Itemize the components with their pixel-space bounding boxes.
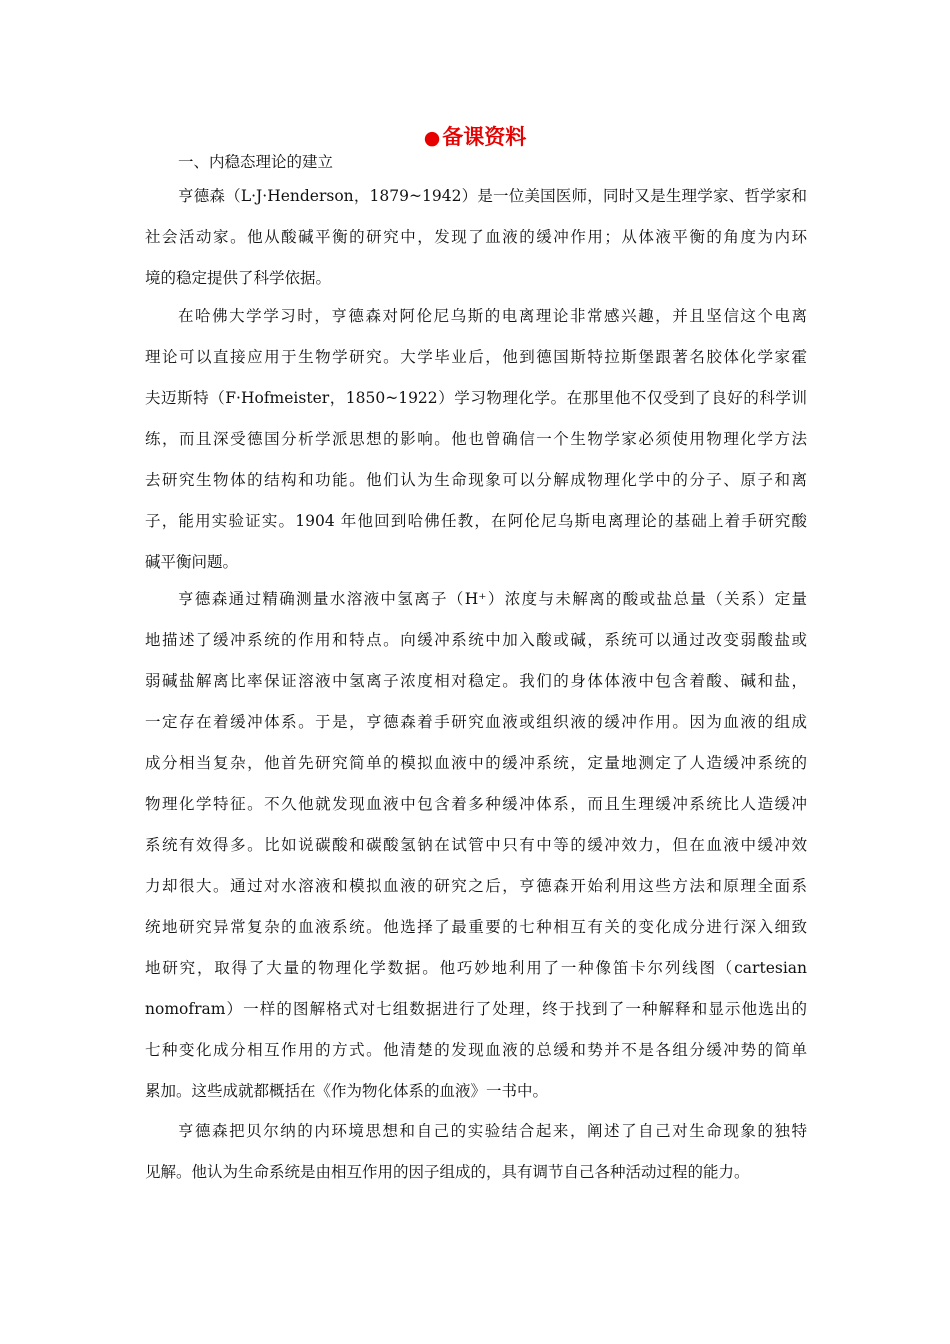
page-title <box>0 122 950 153</box>
paragraph-line: 力却很大。通过对水溶液和模拟血液的研究之后，亨德森开始利用这些方法和原理全面系 <box>145 877 807 895</box>
bullet-icon: ● <box>423 127 441 149</box>
paragraph-line: nomofram）一样的图解格式对七组数据进行了处理，终于找到了一种解释和显示他选出的 <box>145 1000 807 1018</box>
paragraph-line: 统地研究异常复杂的血液系统。他选择了最重要的七种相互有关的变化成分进行深入细致 <box>145 918 807 936</box>
section-heading: 一、内稳态理论的建立 <box>178 153 334 171</box>
paragraph-line: 亨德森通过精确测量水溶液中氢离子（H⁺）浓度与未解离的酸或盐总量（关系）定量 <box>178 590 807 608</box>
page-title-text: 备课资料 <box>442 124 527 149</box>
paragraph-line: 亨德森（L·J·Henderson，1879~1942）是一位美国医师，同时又是生理学家、哲学家和 <box>178 187 807 205</box>
paragraph-line: 社会活动家。他从酸碱平衡的研究中，发现了血液的缓冲作用；从体液平衡的角度为内环 <box>145 228 807 246</box>
paragraph-line: 夫迈斯特（F·Hofmeister，1850~1922）学习物理化学。在那里他不仅受到了良好的科学训 <box>145 389 807 407</box>
paragraph-3 <box>145 579 807 1112</box>
paragraph-line: 练，而且深受德国分析学派思想的影响。他也曾确信一个生物学家必须使用物理化学方法 <box>145 430 807 448</box>
paragraph-line: 地描述了缓冲系统的作用和特点。向缓冲系统中加入酸或碱，系统可以通过改变弱酸盐或 <box>145 631 807 649</box>
paragraph-line: 一定存在着缓冲体系。于是，亨德森着手研究血液或组织液的缓冲作用。因为血液的组成 <box>145 713 807 731</box>
paragraph-1 <box>145 176 807 299</box>
paragraph-line: 地研究，取得了大量的物理化学数据。他巧妙地利用了一种像笛卡尔列线图（cartesian <box>145 959 807 977</box>
paragraph-line: 去研究生物体的结构和功能。他们认为生命现象可以分解成物理化学中的分子、原子和离 <box>145 471 807 489</box>
paragraph-4 <box>145 1111 807 1193</box>
paragraph-line: 弱碱盐解离比率保证溶液中氢离子浓度相对稳定。我们的身体体液中包含着酸、碱和盐， <box>145 672 807 690</box>
paragraph-line: 在哈佛大学学习时，亨德森对阿伦尼乌斯的电离理论非常感兴趣，并且坚信这个电离 <box>178 307 807 325</box>
paragraph-line: 累加。这些成就都概括在《作为物化体系的血液》一书中。 <box>145 1082 549 1100</box>
paragraph-line: 七种变化成分相互作用的方式。他清楚的发现血液的总缓和势并不是各组分缓冲势的简单 <box>145 1041 807 1059</box>
paragraph-2 <box>145 296 807 583</box>
paragraph-line: 物理化学特征。不久他就发现血液中包含着多种缓冲体系，而且生理缓冲系统比人造缓冲 <box>145 795 807 813</box>
paragraph-line: 碱平衡问题。 <box>145 553 239 571</box>
paragraph-line: 亨德森把贝尔纳的内环境思想和自己的实验结合起来，阐述了自己对生命现象的独特 <box>178 1122 807 1140</box>
paragraph-line: 系统有效得多。比如说碳酸和碳酸氢钠在试管中只有中等的缓冲效力，但在血液中缓冲效 <box>145 836 807 854</box>
paragraph-line: 理论可以直接应用于生物学研究。大学毕业后，他到德国斯特拉斯堡跟著名胶体化学家霍 <box>145 348 807 366</box>
paragraph-line: 子，能用实验证实。1904 年他回到哈佛任教，在阿伦尼乌斯电离理论的基础上着手研究酸 <box>145 512 807 530</box>
paragraph-line: 境的稳定提供了科学依据。 <box>145 269 332 287</box>
paragraph-line: 成分相当复杂，他首先研究简单的模拟血液中的缓冲系统，定量地测定了人造缓冲系统的 <box>145 754 807 772</box>
paragraph-line: 见解。他认为生命系统是由相互作用的因子组成的，具有调节自己各种活动过程的能力。 <box>145 1163 750 1181</box>
